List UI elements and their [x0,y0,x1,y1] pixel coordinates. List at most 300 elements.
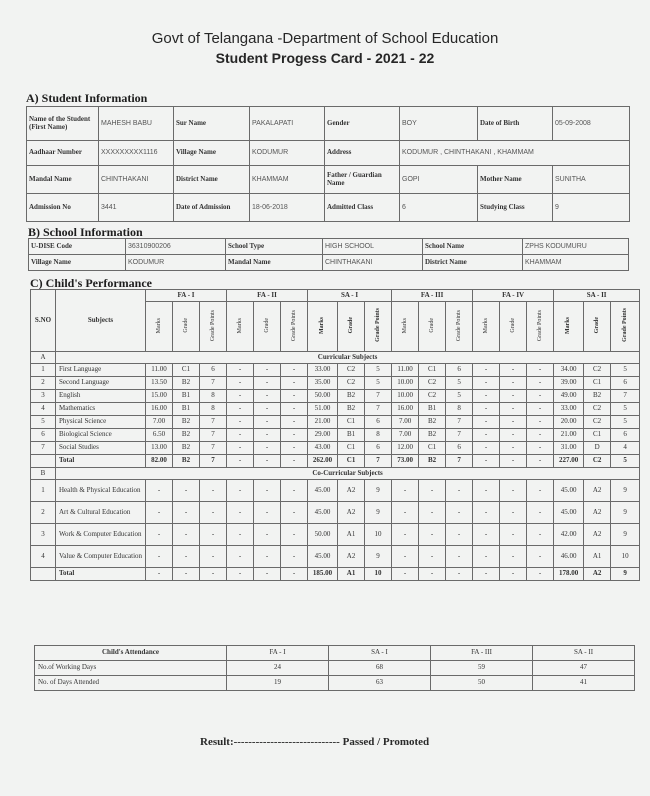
working-days-value: 24 [227,661,329,676]
grade-cell: B2 [173,455,200,468]
points-cell: - [281,502,308,524]
points-cell: - [446,568,473,581]
grade-cell: - [173,502,200,524]
school-village: KODUMUR [126,255,226,271]
student-info-heading: A) Student Information [26,91,148,105]
dob-label: Date of Birth [478,107,553,141]
marks-cell: - [473,429,500,442]
student-name: MAHESH BABU [99,107,174,141]
points-cell: - [527,546,554,568]
surname-label: Sur Name [174,107,250,141]
marks-cell: - [473,416,500,429]
grade-cell: B2 [419,455,446,468]
points-cell: 5 [446,390,473,403]
marks-cell: 45.00 [308,546,338,568]
grade-cell: A1 [338,568,365,581]
points-cell: - [281,429,308,442]
grade-cell: - [419,546,446,568]
marks-cell: 12.00 [392,442,419,455]
subject-name: English [56,390,146,403]
marks-col-header-text: Marks [401,317,408,333]
working-days-value: 68 [329,661,431,676]
marks-cell: - [227,429,254,442]
marks-col-header [146,302,173,352]
surname: PAKALAPATI [250,107,325,141]
marks-col-header-text: Marks [565,316,572,334]
marks-cell: - [473,364,500,377]
sno-cell: 3 [31,390,56,403]
grade-cell: C2 [338,364,365,377]
working-days-value: 47 [533,661,635,676]
marks-cell: - [473,390,500,403]
marks-cell: 178.00 [554,568,584,581]
days-attended-value: 50 [431,676,533,691]
marks-cell: - [227,546,254,568]
points-cell: 9 [611,502,640,524]
grade-cell: C2 [584,403,611,416]
doa: 18-06-2018 [250,194,325,222]
sno-cell: 7 [31,442,56,455]
marks-cell: 21.00 [554,429,584,442]
marks-cell: 7.00 [392,429,419,442]
points-cell: - [281,377,308,390]
points-cell: 10 [365,524,392,546]
points-cell: 7 [446,416,473,429]
curricular-section-row [31,352,640,364]
marks-cell: - [227,568,254,581]
marks-cell: 42.00 [554,524,584,546]
points-cell: 8 [200,390,227,403]
marks-cell: - [227,502,254,524]
points-cell: 8 [446,403,473,416]
grade-cell: B1 [338,429,365,442]
grade-col-header-text: Grade [509,317,516,333]
points-cell: 7 [446,455,473,468]
sno-cell: 4 [31,546,56,568]
grade-col-header [500,302,527,352]
studying-class: 9 [553,194,630,222]
grade-cell: A2 [338,480,365,502]
marks-cell: - [473,403,500,416]
grade-cell: C2 [338,377,365,390]
marks-cell: 31.00 [554,442,584,455]
points-cell: 7 [200,377,227,390]
grade-cell: - [254,568,281,581]
gender: BOY [400,107,478,141]
grade-cell: - [500,455,527,468]
points-cell: - [527,442,554,455]
points-cell: 7 [200,442,227,455]
marks-cell: 34.00 [554,364,584,377]
points-cell: - [527,429,554,442]
points-cell: - [527,568,554,581]
subject-name: Art & Cultural Education [56,502,146,524]
marks-cell: - [227,416,254,429]
grade-cell: C2 [584,416,611,429]
grade-cell: C1 [419,364,446,377]
school-district: KHAMMAM [523,255,629,271]
marks-col-header [392,302,419,352]
subject-name: Work & Computer Education [56,524,146,546]
points-col-header-text: Grade Points [536,309,543,341]
card-title: Student Progess Card - 2021 - 22 [215,50,435,66]
grade-col-header [338,302,365,352]
grade-cell: D [584,442,611,455]
marks-cell: - [473,480,500,502]
performance-heading: C) Child's Performance [30,276,152,290]
school-village-label: Village Name [29,255,126,271]
grade-cell: - [419,480,446,502]
points-cell: - [200,568,227,581]
grade-cell: C2 [584,364,611,377]
attendance-col-sa1: SA - I [329,646,431,661]
marks-cell: - [473,546,500,568]
exam-header-fa1: FA - I [146,290,227,302]
studying-class-label: Studying Class [478,194,553,222]
grade-cell: - [254,524,281,546]
grade-cell: - [500,480,527,502]
points-cell: 10 [611,546,640,568]
points-cell: 6 [611,429,640,442]
marks-cell: 50.00 [308,524,338,546]
points-cell: - [281,568,308,581]
grade-cell: - [254,416,281,429]
days-attended-value: 19 [227,676,329,691]
grade-cell: - [500,429,527,442]
points-cell: 5 [365,377,392,390]
village: KODUMUR [250,141,325,166]
grade-cell: - [254,377,281,390]
subject-row [31,429,640,442]
marks-cell: - [146,524,173,546]
points-cell: - [281,390,308,403]
marks-cell: 20.00 [554,416,584,429]
marks-cell: - [146,480,173,502]
points-cell: - [446,480,473,502]
subject-name: Social Studies [56,442,146,455]
days-attended-value: 41 [533,676,635,691]
subject-row [31,442,640,455]
grade-cell: C1 [338,442,365,455]
grade-cell: - [500,364,527,377]
points-cell: 9 [611,480,640,502]
points-cell: 7 [365,403,392,416]
points-cell: 7 [200,416,227,429]
grade-col-header-text: Grade [347,317,354,334]
section-letter: A [31,352,56,364]
points-cell: 5 [611,364,640,377]
grade-cell: C1 [338,455,365,468]
grade-col-header [173,302,200,352]
marks-cell: 227.00 [554,455,584,468]
points-cell: - [281,442,308,455]
marks-cell: 185.00 [308,568,338,581]
marks-cell: 45.00 [554,480,584,502]
points-cell: 6 [365,416,392,429]
grade-cell: B2 [419,416,446,429]
student-info-table [26,106,630,222]
marks-cell: 7.00 [392,416,419,429]
points-col-header [611,302,640,352]
subject-name: Mathematics [56,403,146,416]
subject-name: Biological Science [56,429,146,442]
sno-cell: 6 [31,429,56,442]
grade-cell: C1 [584,377,611,390]
marks-cell: - [392,524,419,546]
aadhaar-label: Aadhaar Number [27,141,99,166]
grade-cell: A2 [584,502,611,524]
points-cell: 5 [611,455,640,468]
grade-cell: - [419,524,446,546]
doa-label: Date of Admission [174,194,250,222]
points-cell: - [281,524,308,546]
marks-cell: - [392,568,419,581]
school-mandal-label: Mandal Name [226,255,323,271]
marks-cell: 43.00 [308,442,338,455]
marks-cell: - [473,377,500,390]
marks-cell: - [473,455,500,468]
points-cell: - [281,480,308,502]
marks-cell: - [227,442,254,455]
marks-cell: 45.00 [308,502,338,524]
grade-cell: A2 [584,480,611,502]
marks-cell: - [227,364,254,377]
gender-label: Gender [325,107,400,141]
grade-cell: - [254,390,281,403]
points-col-header [527,302,554,352]
points-col-header-text: Grade Points [455,309,462,341]
points-col-header [446,302,473,352]
points-cell: - [527,364,554,377]
points-cell: 9 [365,480,392,502]
department-title: Govt of Telangana -Department of School Education [151,30,499,47]
grade-cell: C1 [173,364,200,377]
marks-cell: 45.00 [554,502,584,524]
attendance-table [34,645,635,691]
grade-col-header-text: Grade [182,317,189,333]
sno-cell: 2 [31,502,56,524]
grade-cell: - [173,546,200,568]
grade-cell: - [500,568,527,581]
marks-cell: 7.00 [146,416,173,429]
sno-cell [31,568,56,581]
grade-cell: - [500,416,527,429]
grade-cell: A1 [338,524,365,546]
grade-cell: B2 [338,403,365,416]
points-col-header-text: Grade Points [374,308,381,343]
district-label: District Name [174,166,250,194]
grade-cell: C2 [419,390,446,403]
subject-row [31,502,640,524]
school-info-table [28,238,629,271]
marks-cell: 39.00 [554,377,584,390]
points-cell: 5 [611,416,640,429]
marks-cell: - [227,403,254,416]
grade-col-header [254,302,281,352]
marks-cell: 10.00 [392,390,419,403]
grade-cell: B1 [419,403,446,416]
grade-col-header [419,302,446,352]
subject-row [31,524,640,546]
sno-cell: 5 [31,416,56,429]
grade-col-header [584,302,611,352]
grade-cell: A2 [584,568,611,581]
school-district-label: District Name [423,255,523,271]
mother-label: Mother Name [478,166,553,194]
grade-cell: A2 [584,524,611,546]
grade-cell: - [500,390,527,403]
points-cell: - [281,364,308,377]
subject-name: Total [56,455,146,468]
result-line [200,736,429,748]
points-cell: 6 [446,364,473,377]
aadhaar: XXXXXXXXX1116 [99,141,174,166]
udise-label: U-DISE Code [29,239,126,255]
points-cell: - [527,524,554,546]
grade-col-header-text: Grade [263,317,270,333]
points-cell: - [200,480,227,502]
school-info-heading: B) School Information [28,225,143,239]
sno-header: S.NO [31,290,56,352]
attendance-title: Child's Attendance [35,646,227,661]
grade-cell: C2 [584,455,611,468]
subjects-header: Subjects [56,290,146,352]
grade-cell: C2 [419,377,446,390]
sno-cell [31,455,56,468]
points-cell: - [281,455,308,468]
working-days-label: No.of Working Days [35,661,227,676]
grade-cell: A2 [338,502,365,524]
points-cell: - [527,377,554,390]
admission-no: 3441 [99,194,174,222]
points-col-header [365,302,392,352]
exam-header-fa2: FA - II [227,290,308,302]
admitted-class-label: Admitted Class [325,194,400,222]
points-col-header-text: Grade Points [290,309,297,341]
exam-header-fa3: FA - III [392,290,473,302]
points-cell: - [527,416,554,429]
marks-cell: - [392,480,419,502]
subject-name: Physical Science [56,416,146,429]
grade-cell: - [173,568,200,581]
points-cell: - [527,403,554,416]
points-cell: 8 [365,429,392,442]
grade-cell: - [173,524,200,546]
points-col-header-text: Grade Points [621,308,628,343]
attendance-col-fa3: FA - III [431,646,533,661]
address-label: Address [325,141,400,166]
performance-table [30,289,640,581]
total-row [31,455,640,468]
father: GOPI [400,166,478,194]
section-title: Curricular Subjects [56,352,640,364]
school-name: ZPHS KODUMURU [523,239,629,255]
subject-row [31,377,640,390]
address: KODUMUR , CHINTHAKANI , KHAMMAM [400,141,630,166]
points-cell: 9 [365,502,392,524]
sno-cell: 3 [31,524,56,546]
points-cell: - [281,546,308,568]
school-type-label: School Type [226,239,323,255]
marks-cell: - [227,455,254,468]
subject-name: Health & Physical Education [56,480,146,502]
marks-cell: 13.50 [146,377,173,390]
school-type: HIGH SCHOOL [323,239,423,255]
days-attended-label: No. of Days Attended [35,676,227,691]
points-cell: 7 [611,390,640,403]
school-mandal: CHINTHAKANI [323,255,423,271]
marks-cell: 33.00 [308,364,338,377]
sno-cell: 4 [31,403,56,416]
sno-cell: 2 [31,377,56,390]
marks-cell: 262.00 [308,455,338,468]
marks-cell: 6.50 [146,429,173,442]
grade-cell: - [419,568,446,581]
points-cell: - [527,390,554,403]
points-cell: 7 [200,429,227,442]
points-cell: 9 [611,524,640,546]
points-cell: - [527,502,554,524]
points-cell: 10 [365,568,392,581]
sno-cell: 1 [31,364,56,377]
grade-cell: - [500,377,527,390]
points-col-header-text: Grade Points [209,309,216,341]
marks-cell: - [227,390,254,403]
marks-cell: 45.00 [308,480,338,502]
marks-cell: 33.00 [554,403,584,416]
subject-row [31,390,640,403]
marks-cell: - [392,546,419,568]
grade-cell: - [254,364,281,377]
marks-cell: - [227,524,254,546]
grade-cell: - [500,546,527,568]
mother: SUNITHA [553,166,630,194]
grade-cell: B1 [173,403,200,416]
points-cell: - [446,546,473,568]
grade-cell: - [254,455,281,468]
total-row [31,568,640,581]
grade-cell: B2 [419,429,446,442]
marks-col-header [554,302,584,352]
points-cell: - [281,403,308,416]
marks-cell: 73.00 [392,455,419,468]
subject-name: Value & Computer Education [56,546,146,568]
marks-cell: - [146,568,173,581]
admission-no-label: Admission No [27,194,99,222]
grade-cell: - [500,442,527,455]
grade-cell: - [254,502,281,524]
marks-cell: - [227,480,254,502]
school-name-label: School Name [423,239,523,255]
marks-col-header [308,302,338,352]
points-cell: 5 [611,403,640,416]
points-cell: - [200,546,227,568]
points-cell: 4 [611,442,640,455]
points-cell: - [527,455,554,468]
grade-cell: B2 [173,416,200,429]
marks-cell: 82.00 [146,455,173,468]
grade-cell: - [500,403,527,416]
marks-col-header [473,302,500,352]
marks-cell: 21.00 [308,416,338,429]
points-cell: 5 [365,364,392,377]
cocurricular-section-row [31,468,640,480]
points-cell: 6 [365,442,392,455]
grade-cell: - [254,442,281,455]
grade-cell: B2 [173,442,200,455]
points-cell: 9 [611,568,640,581]
subject-name: Second Language [56,377,146,390]
